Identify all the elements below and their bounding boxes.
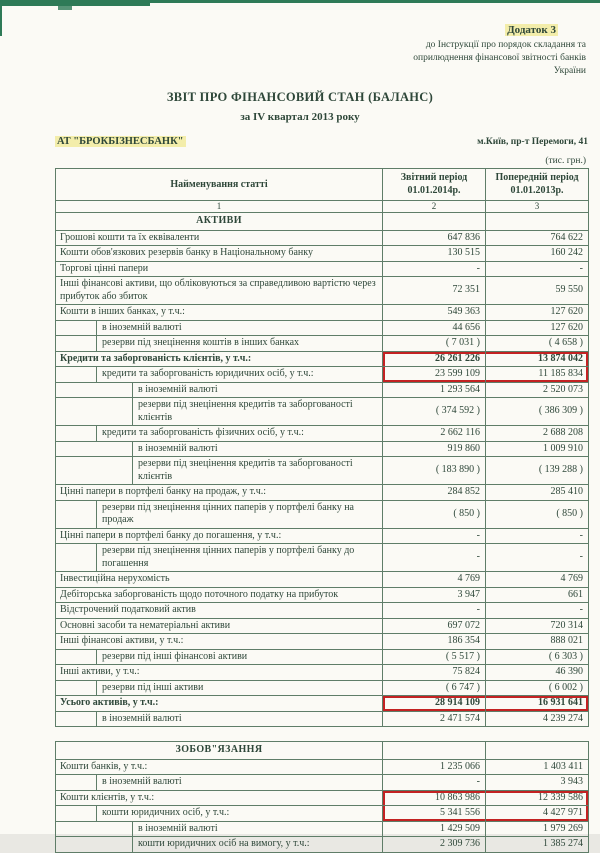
previous-period-label: Попередній період xyxy=(495,172,579,184)
value-cell: 10 863 986 xyxy=(383,790,486,806)
table-row xyxy=(56,426,589,442)
instruction-reference xyxy=(0,39,600,77)
value-cell: 720 314 xyxy=(486,618,589,634)
statement-item-name: Дебіторська заборгованість щодо поточного податку на прибуток xyxy=(56,587,383,603)
value-cell: 44 656 xyxy=(383,320,486,336)
value-cell-empty xyxy=(383,742,486,760)
table-row xyxy=(56,305,589,321)
statement-item-name: в іноземній валюті xyxy=(56,775,383,791)
value-cell: 919 860 xyxy=(383,441,486,457)
column-header-reporting-period xyxy=(383,169,486,201)
value-cell: 285 410 xyxy=(486,485,589,501)
statement-item-name: в іноземній валюті xyxy=(56,382,383,398)
table-row xyxy=(56,398,589,426)
table-row xyxy=(56,790,589,806)
table-row xyxy=(56,246,589,262)
value-cell: 13 874 042 xyxy=(486,351,589,367)
statement-item-name: резерви під інші активи xyxy=(56,680,383,696)
appendix-label: Додаток 3 xyxy=(507,24,556,36)
statement-item-name: Відстрочений податковий актив xyxy=(56,603,383,619)
value-cell: ( 5 517 ) xyxy=(383,649,486,665)
value-cell: 26 261 226 xyxy=(383,351,486,367)
table-row xyxy=(56,587,589,603)
previous-period-date: 01.01.2013р. xyxy=(510,184,564,196)
value-cell: - xyxy=(383,775,486,791)
table-row xyxy=(56,618,589,634)
value-cell: 72 351 xyxy=(383,277,486,305)
value-cell: - xyxy=(383,261,486,277)
table-row xyxy=(56,485,589,501)
bank-address: м.Київ, пр-т Перемоги, 41 xyxy=(477,137,588,148)
section-header-row xyxy=(56,742,589,760)
value-cell: ( 850 ) xyxy=(383,500,486,528)
value-cell: 549 363 xyxy=(383,305,486,321)
statement-item-name: кошти юридичних осіб, у т.ч.: xyxy=(56,806,383,822)
scanner-edge-artifact-thick xyxy=(0,0,150,6)
value-cell: - xyxy=(383,603,486,619)
statement-item-name: кошти юридичних осіб на вимогу, у т.ч.: xyxy=(56,837,383,853)
value-cell: 2 520 073 xyxy=(486,382,589,398)
value-cell: 3 943 xyxy=(486,775,589,791)
bank-name: АТ "БРОКБІЗНЕСБАНК" xyxy=(57,136,184,148)
value-cell: - xyxy=(486,544,589,572)
table-row xyxy=(56,277,589,305)
table-gap xyxy=(0,727,600,739)
assets-table xyxy=(55,168,589,727)
column-header-name: Найменування статті xyxy=(56,169,383,201)
statement-item-name: Кредити та заборгованість клієнтів, у т.ч.: xyxy=(56,351,383,367)
value-cell: 2 688 208 xyxy=(486,426,589,442)
appendix-line xyxy=(0,24,600,36)
column-number-2: 2 xyxy=(383,201,486,213)
value-cell: 1 009 910 xyxy=(486,441,589,457)
bank-row xyxy=(55,136,588,147)
value-cell: 3 947 xyxy=(383,587,486,603)
statement-item-name: Кошти в інших банках, у т.ч.: xyxy=(56,305,383,321)
value-cell: ( 7 031 ) xyxy=(383,336,486,352)
table-row xyxy=(56,649,589,665)
value-cell: 4 239 274 xyxy=(486,711,589,727)
value-cell: 46 390 xyxy=(486,665,589,681)
value-cell: 4 769 xyxy=(383,572,486,588)
value-cell: ( 850 ) xyxy=(486,500,589,528)
value-cell: ( 6 002 ) xyxy=(486,680,589,696)
scanner-left-edge-artifact xyxy=(0,0,2,36)
value-cell: 4 769 xyxy=(486,572,589,588)
table-row xyxy=(56,320,589,336)
table-row xyxy=(56,603,589,619)
value-cell: - xyxy=(383,544,486,572)
value-cell: 2 662 116 xyxy=(383,426,486,442)
statement-item-name: Кошти обов'язкових резервів банку в Національному банку xyxy=(56,246,383,262)
value-cell: 1 385 274 xyxy=(486,837,589,853)
table-row xyxy=(56,230,589,246)
statement-item-name: Усього активів, у т.ч.: xyxy=(56,696,383,712)
value-cell: ( 4 658 ) xyxy=(486,336,589,352)
table-row xyxy=(56,351,589,367)
units-note: (тис. грн.) xyxy=(545,156,586,167)
value-cell: 130 515 xyxy=(383,246,486,262)
value-cell: 59 550 xyxy=(486,277,589,305)
value-cell: ( 139 288 ) xyxy=(486,457,589,485)
table-row xyxy=(56,336,589,352)
value-cell: 186 354 xyxy=(383,634,486,650)
value-cell: 284 852 xyxy=(383,485,486,501)
value-cell: 1 429 509 xyxy=(383,821,486,837)
section-title: АКТИВИ xyxy=(56,213,383,231)
statement-item-name: Цінні папери в портфелі банку до погашення, у т.ч.: xyxy=(56,528,383,544)
table-row xyxy=(56,806,589,822)
value-cell-empty xyxy=(383,213,486,231)
table-row xyxy=(56,711,589,727)
value-cell: 16 931 641 xyxy=(486,696,589,712)
statement-item-name: резерви під знецінення цінних паперів у портфелі банку на продаж xyxy=(56,500,383,528)
instruction-line-3: України xyxy=(553,65,586,76)
document-title: ЗВІТ ПРО ФІНАНСОВИЙ СТАН (БАЛАНС) xyxy=(166,90,434,105)
value-cell: - xyxy=(383,528,486,544)
value-cell: - xyxy=(486,603,589,619)
table-row xyxy=(56,441,589,457)
statement-item-name: резерви під знецінення цінних паперів у портфелі банку до погашення xyxy=(56,544,383,572)
instruction-line-2: оприлюднення фінансової звітності банків xyxy=(413,52,586,63)
table-row xyxy=(56,367,589,383)
reporting-period-label: Звітний період xyxy=(400,172,468,184)
value-cell: 647 836 xyxy=(383,230,486,246)
value-cell-empty xyxy=(486,742,589,760)
table-row xyxy=(56,528,589,544)
statement-item-name: Інші фінансові активи, у т.ч.: xyxy=(56,634,383,650)
column-number-row xyxy=(56,201,589,213)
table-row xyxy=(56,544,589,572)
table-row xyxy=(56,680,589,696)
value-cell: ( 183 890 ) xyxy=(383,457,486,485)
value-cell: - xyxy=(486,261,589,277)
value-cell: 764 622 xyxy=(486,230,589,246)
section-title: ЗОБОВ"ЯЗАННЯ xyxy=(56,742,383,760)
value-cell: 11 185 834 xyxy=(486,367,589,383)
document-header xyxy=(0,0,600,166)
value-cell: 2 471 574 xyxy=(383,711,486,727)
statement-item-name: в іноземній валюті xyxy=(56,711,383,727)
document-period: за IV квартал 2013 року xyxy=(240,111,360,124)
section-header-row xyxy=(56,213,589,231)
statement-item-name: в іноземній валюті xyxy=(56,821,383,837)
value-cell: 2 309 736 xyxy=(383,837,486,853)
instruction-line-1: до Інструкції про порядок складання та xyxy=(425,40,586,50)
value-cell: 1 979 269 xyxy=(486,821,589,837)
statement-item-name: Інші активи, у т.ч.: xyxy=(56,665,383,681)
value-cell: ( 386 309 ) xyxy=(486,398,589,426)
table-row xyxy=(56,634,589,650)
value-cell: ( 374 592 ) xyxy=(383,398,486,426)
value-cell: 5 341 556 xyxy=(383,806,486,822)
liabilities-table xyxy=(55,741,589,853)
value-cell: 12 339 586 xyxy=(486,790,589,806)
column-number-3: 3 xyxy=(486,201,589,213)
table-row xyxy=(56,500,589,528)
statement-item-name: резерви під інші фінансові активи xyxy=(56,649,383,665)
statement-item-name: в іноземній валюті xyxy=(56,441,383,457)
value-cell: 697 072 xyxy=(383,618,486,634)
value-cell: 888 021 xyxy=(486,634,589,650)
statement-item-name: резерви під знецінення кредитів та заборгованості клієнтів xyxy=(56,457,383,485)
value-cell: 4 427 971 xyxy=(486,806,589,822)
statement-item-name: Кошти банків, у т.ч.: xyxy=(56,759,383,775)
value-cell: 1 235 066 xyxy=(383,759,486,775)
table-row xyxy=(56,837,589,853)
value-cell: 75 824 xyxy=(383,665,486,681)
table-header-row xyxy=(56,169,589,201)
value-cell: 127 620 xyxy=(486,305,589,321)
value-cell-empty xyxy=(486,213,589,231)
value-cell: 160 242 xyxy=(486,246,589,262)
statement-item-name: Торгові цінні папери xyxy=(56,261,383,277)
value-cell: - xyxy=(486,528,589,544)
table-row xyxy=(56,382,589,398)
statement-item-name: в іноземній валюті xyxy=(56,320,383,336)
statement-item-name: резерви під знецінення кредитів та заборгованості клієнтів xyxy=(56,398,383,426)
value-cell: ( 6 747 ) xyxy=(383,680,486,696)
table-row xyxy=(56,572,589,588)
table-row xyxy=(56,261,589,277)
statement-item-name: Грошові кошти та їх еквіваленти xyxy=(56,230,383,246)
value-cell: 127 620 xyxy=(486,320,589,336)
table-row xyxy=(56,696,589,712)
reporting-period-date: 01.01.2014р. xyxy=(407,184,461,196)
table-row xyxy=(56,775,589,791)
statement-item-name: Основні засоби та нематеріальні активи xyxy=(56,618,383,634)
value-cell: 661 xyxy=(486,587,589,603)
value-cell: 1 403 411 xyxy=(486,759,589,775)
scanner-mark xyxy=(58,5,72,10)
table-row xyxy=(56,665,589,681)
statement-item-name: Інвестиційна нерухомість xyxy=(56,572,383,588)
statement-item-name: кредити та заборгованість юридичних осіб, у т.ч.: xyxy=(56,367,383,383)
statement-item-name: кредити та заборгованість фізичних осіб, у т.ч.: xyxy=(56,426,383,442)
statement-item-name: Інші фінансові активи, що обліковуються за справедливою вартістю через прибуток або збиток xyxy=(56,277,383,305)
table-row xyxy=(56,821,589,837)
table-row xyxy=(56,457,589,485)
column-header-previous-period xyxy=(486,169,589,201)
statement-item-name: резерви під знецінення коштів в інших банках xyxy=(56,336,383,352)
statement-item-name: Кошти клієнтів, у т.ч.: xyxy=(56,790,383,806)
value-cell: 28 914 109 xyxy=(383,696,486,712)
value-cell: 1 293 564 xyxy=(383,382,486,398)
table-row xyxy=(56,759,589,775)
value-cell: 23 599 109 xyxy=(383,367,486,383)
value-cell: ( 6 303 ) xyxy=(486,649,589,665)
statement-item-name: Цінні папери в портфелі банку на продаж, у т.ч.: xyxy=(56,485,383,501)
column-number-1: 1 xyxy=(56,201,383,213)
